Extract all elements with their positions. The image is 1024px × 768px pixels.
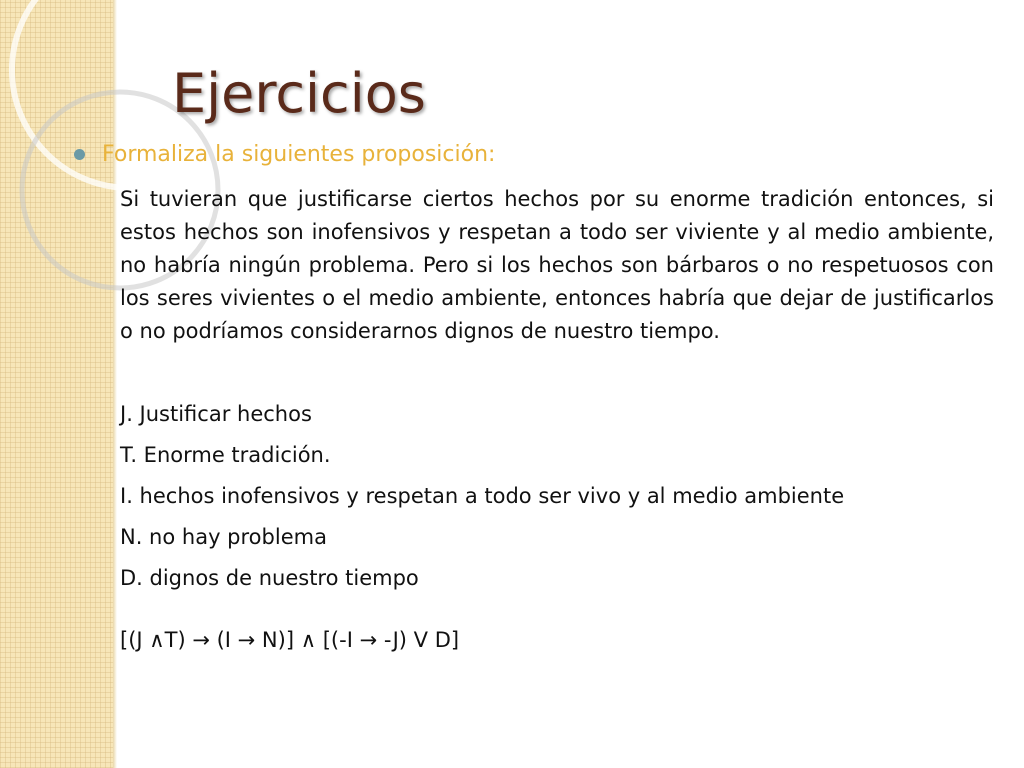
proposition-paragraph: Si tuvieran que justificarse ciertos hechos por su enorme tradición entonces, si estos hechos son inofensivos y respetan a todo ser viviente y al medio ambiente, no habría ningún problema. Pero si los hechos son bárbaros o no respetuosos con los seres vivientes o el medio ambiente, entonces habría que dejar de justificarlos o no podríamos considerarnos dignos de nuestro tiempo. [120, 187, 994, 343]
bullet-text: Formaliza la siguientes proposición: [102, 142, 496, 167]
definition-d: D. dignos de nuestro tiempo [120, 566, 419, 590]
bullet-item [74, 142, 495, 167]
definition-t: T. Enorme tradición. [120, 443, 331, 467]
slide-title: Ejercicios [172, 62, 426, 125]
definition-i: I. hechos inofensivos y respetan a todo ser vivo y al medio ambiente [120, 484, 845, 508]
definition-j: J. Justificar hechos [120, 402, 312, 426]
bullet-dot-icon [74, 149, 85, 160]
definitions-list [120, 394, 994, 599]
definition-n: N. no hay problema [120, 525, 327, 549]
slide-content [120, 183, 994, 661]
logic-formula: [(J ∧T) → (I → N)] ∧ [(-I → -J) V D] [120, 628, 460, 652]
